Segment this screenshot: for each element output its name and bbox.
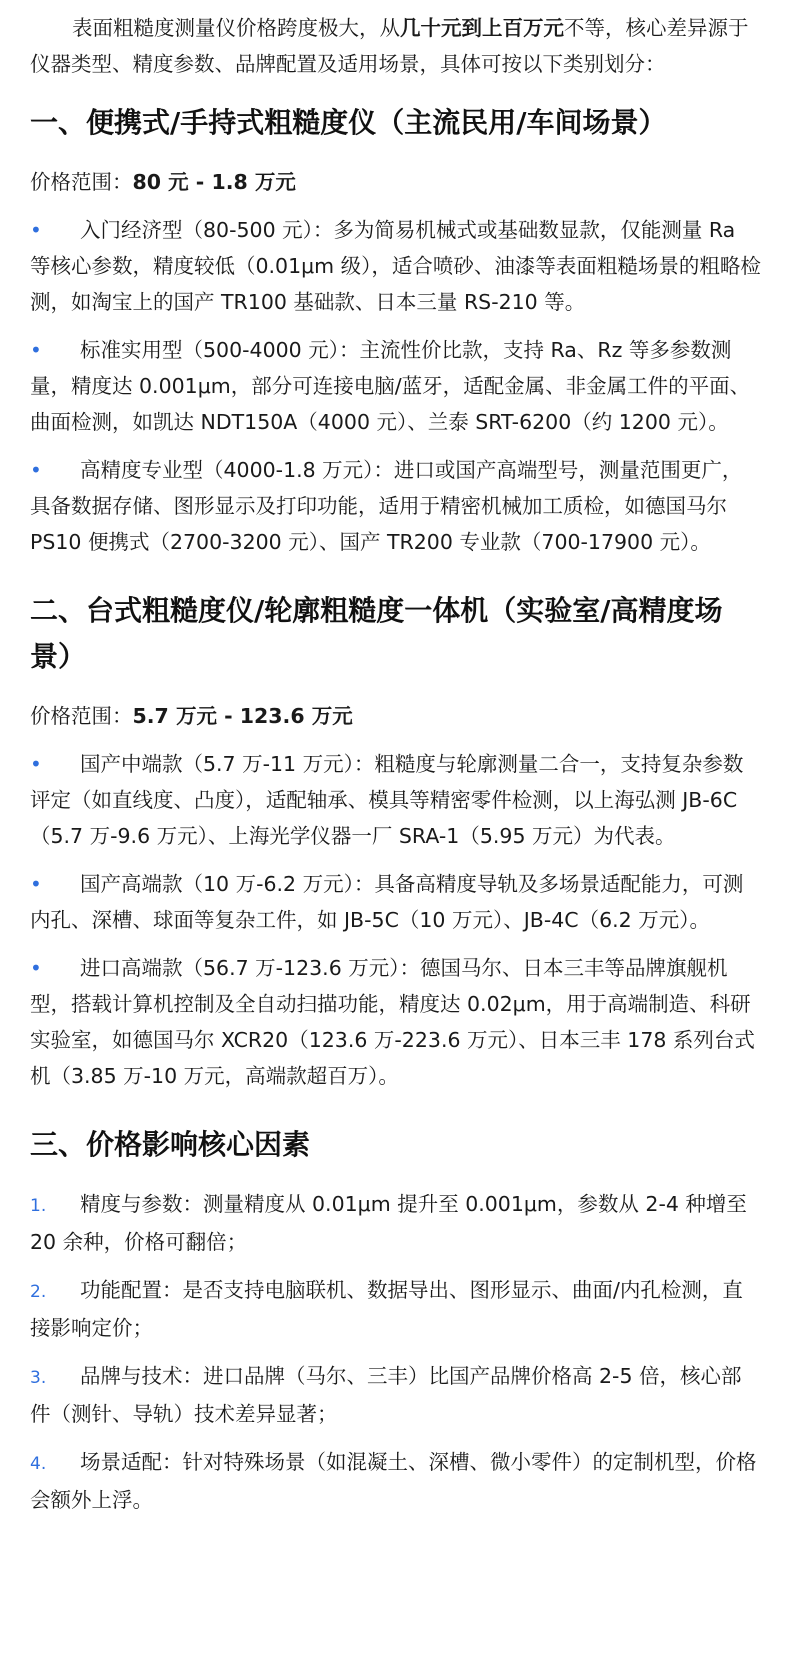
list-number: 1. bbox=[30, 1196, 47, 1216]
section-price-factors bbox=[30, 1122, 761, 1518]
list-item-text: 国产高端款（10 万-6.2 万元）：具备高精度导轨及多场景适配能力，可测内孔、深槽、球面等复杂工件，如 JB-5C（10 万元）、JB-4C（6.2 万元）。 bbox=[30, 872, 744, 932]
list-item bbox=[30, 1358, 761, 1432]
bullet-icon: • bbox=[30, 752, 42, 776]
bullet-list bbox=[30, 212, 761, 560]
bullet-list bbox=[30, 746, 761, 1094]
list-item-text: 进口高端款（56.7 万-123.6 万元）：德国马尔、日本三丰等品牌旗舰机型，搭载计算机控制及全自动扫描功能，精度达 0.02μm，用于高端制造、科研实验室，如德国马尔 XCR20（123.6 万-223.6 万元）、日本三丰 178 系列台式机（3.85 万-10 万元，高端款超百万）。 bbox=[30, 956, 755, 1088]
section-heading: 三、价格影响核心因素 bbox=[30, 1128, 311, 1161]
list-number: 2. bbox=[30, 1282, 47, 1302]
intro-paragraph bbox=[30, 10, 761, 82]
list-number: 4. bbox=[30, 1454, 47, 1474]
bullet-icon: • bbox=[30, 872, 42, 896]
list-item bbox=[30, 866, 761, 938]
price-range-label: 价格范围： bbox=[30, 170, 133, 194]
bullet-icon: • bbox=[30, 956, 42, 980]
price-range-value: 80 元 - 1.8 万元 bbox=[132, 170, 296, 194]
list-item bbox=[30, 212, 761, 320]
intro-bold-range: 几十元到上百万元 bbox=[400, 16, 564, 40]
bullet-icon: • bbox=[30, 458, 42, 482]
bullet-icon: • bbox=[30, 338, 42, 362]
price-range-line bbox=[30, 698, 761, 734]
list-item bbox=[30, 746, 761, 854]
section-portable bbox=[30, 100, 761, 560]
price-range-label: 价格范围： bbox=[30, 704, 133, 728]
list-item bbox=[30, 452, 761, 560]
list-item-text: 场景适配：针对特殊场景（如混凝土、深槽、微小零件）的定制机型，价格会额外上浮。 bbox=[30, 1450, 757, 1512]
list-item-text: 精度与参数：测量精度从 0.01μm 提升至 0.001μm，参数从 2-4 种增至 20 余种，价格可翻倍； bbox=[30, 1192, 747, 1254]
list-item-text: 品牌与技术：进口品牌（马尔、三丰）比国产品牌价格高 2-5 倍，核心部件（测针、导轨）技术差异显著； bbox=[30, 1364, 742, 1426]
list-item bbox=[30, 332, 761, 440]
list-item-text: 高精度专业型（4000-1.8 万元）：进口或国产高端型号，测量范围更广，具备数据存储、图形显示及打印功能，适用于精密机械加工质检，如德国马尔 PS10 便携式（2700-3200 元）、国产 TR200 专业款（700-17900 元）。 bbox=[30, 458, 743, 554]
list-item bbox=[30, 1272, 761, 1346]
list-item bbox=[30, 950, 761, 1094]
intro-text-1: 表面粗糙度测量仪价格跨度极大，从 bbox=[72, 16, 400, 40]
section-heading: 二、台式粗糙度仪/轮廓粗糙度一体机（实验室/高精度场景） bbox=[30, 594, 723, 673]
list-number: 3. bbox=[30, 1368, 47, 1388]
price-range-value: 5.7 万元 - 123.6 万元 bbox=[132, 704, 353, 728]
list-item-text: 入门经济型（80-500 元）：多为简易机械式或基础数显款，仅能测量 Ra 等核心参数，精度较低（0.01μm 级），适合喷砂、油漆等表面粗糙场景的粗略检测，如淘宝上的国产 TR100 基础款、日本三量 RS-210 等。 bbox=[30, 218, 761, 314]
list-item bbox=[30, 1186, 761, 1260]
list-item bbox=[30, 1444, 761, 1518]
price-range-line bbox=[30, 164, 761, 200]
intro-text-2: 不等，核心差异源于仪器类型、精度参数、品牌配置及适用场景，具体可按以下类别划分： bbox=[30, 16, 749, 76]
section-benchtop bbox=[30, 588, 761, 1094]
bullet-icon: • bbox=[30, 218, 42, 242]
numbered-list bbox=[30, 1186, 761, 1518]
list-item-text: 功能配置：是否支持电脑联机、数据导出、图形显示、曲面/内孔检测，直接影响定价； bbox=[30, 1278, 743, 1340]
list-item-text: 国产中端款（5.7 万-11 万元）：粗糙度与轮廓测量二合一，支持复杂参数评定（如直线度、凸度），适配轴承、模具等精密零件检测，以上海弘测 JB-6C（5.7 万-9.6 万元）、上海光学仪器一厂 SRA-1（5.95 万元）为代表。 bbox=[30, 752, 744, 848]
list-item-text: 标准实用型（500-4000 元）：主流性价比款，支持 Ra、Rz 等多参数测量，精度达 0.001μm，部分可连接电脑/蓝牙，适配金属、非金属工件的平面、曲面检测，如凯达 NDT150A（4000 元）、兰泰 SRT-6200（约 1200 元）。 bbox=[30, 338, 751, 434]
section-heading: 一、便携式/手持式粗糙度仪（主流民用/车间场景） bbox=[30, 106, 667, 139]
